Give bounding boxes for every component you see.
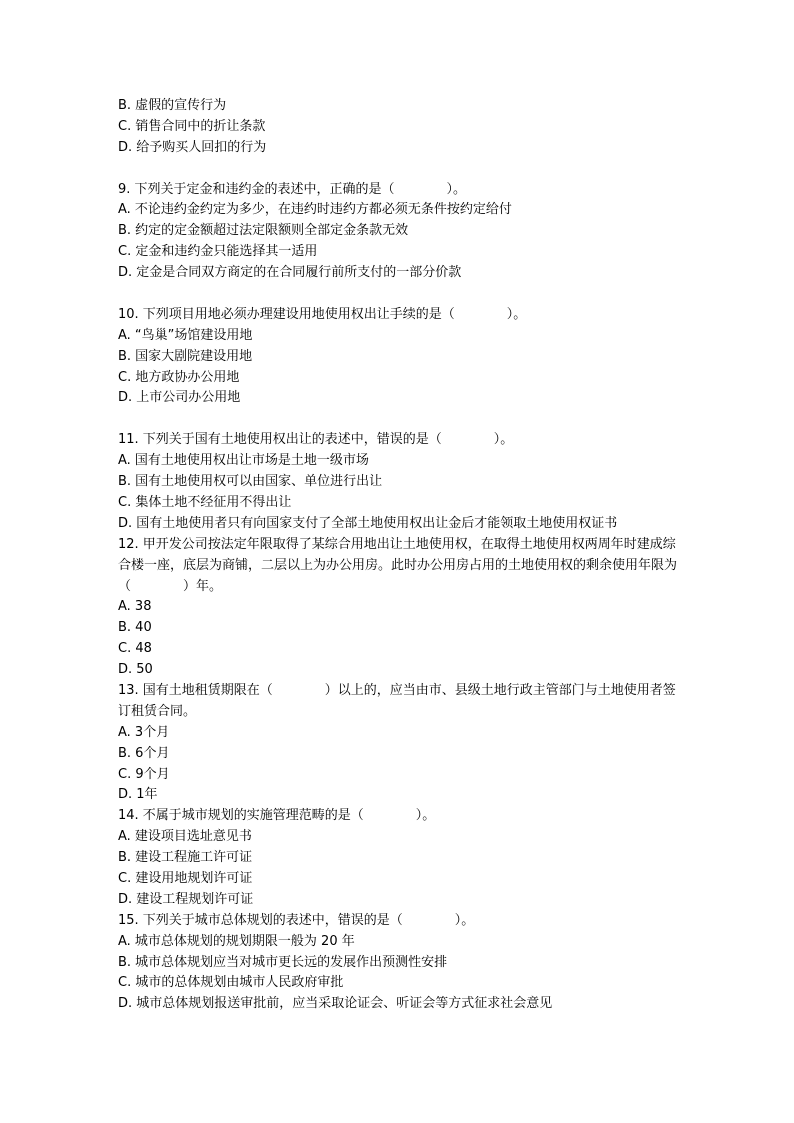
option-c-q15: C. 城市的总体规划由城市人民政府审批 [118,975,344,991]
question-12: 12. 甲开发公司按法定年限取得了某综合用地出让土地使用权，在取得土地使用权两周年时建成综合楼一座，底层为商铺，二层以上为办公用房。此时办公用房占用的土地使用权的剩余使用年限为（ ）年。 [118,536,678,594]
question-10: 10. 下列项目用地必须办理建设用地使用权出让手续的是（ ）。 [118,306,527,322]
option-c-q14: C. 建设用地规划许可证 [118,871,253,887]
option-b-q11: B. 国有土地使用权可以由国家、单位进行出让 [118,474,383,490]
option-c-q10: C. 地方政协办公用地 [118,369,240,385]
question-13: 13. 国有土地租赁期限在（ ）以上的，应当由市、县级土地行政主管部门与土地使用者签订租赁合同。 [118,682,676,719]
option-c-q9: C. 定金和违约金只能选择其一适用 [118,244,318,260]
document-page [118,96,678,1015]
option-c-q8: C. 销售合同中的折让条款 [118,118,266,134]
question-14: 14. 不属于城市规划的实施管理范畴的是（ ）。 [118,808,436,824]
option-a-q15: A. 城市总体规划的规划期限一般为 20 年 [118,933,355,949]
spacer [118,159,678,180]
option-c-q13: C. 9个月 [118,766,170,782]
option-a-q11: A. 国有土地使用权出让市场是土地一级市场 [118,453,369,469]
option-d-q11: D. 国有土地使用者只有向国家支付了全部土地使用权出让金后才能领取土地使用权证书 [118,515,618,531]
option-d-q8: D. 给予购买人回扣的行为 [118,139,267,155]
question-11: 11. 下列关于国有土地使用权出让的表述中，错误的是（ ）。 [118,432,514,448]
spacer [118,409,678,430]
option-d-q13: D. 1年 [118,787,158,803]
option-a-q10: A. “鸟巢”场馆建设用地 [118,327,253,343]
option-a-q12: A. 38 [118,599,152,615]
option-c-q12: C. 48 [118,641,152,657]
question-9: 9. 下列关于定金和违约金的表述中，正确的是（ ）。 [118,181,467,197]
option-d-q14: D. 建设工程规划许可证 [118,891,254,907]
spacer [118,284,678,305]
option-d-q10: D. 上市公司办公用地 [118,390,241,406]
option-b-q8: B. 虚假的宣传行为 [118,98,227,113]
option-b-q15: B. 城市总体规划应当对城市更长远的发展作出预测性安排 [118,954,448,970]
option-b-q12: B. 40 [118,620,152,636]
question-15: 15. 下列关于城市总体规划的表述中，错误的是（ ）。 [118,912,475,928]
option-b-q14: B. 建设工程施工许可证 [118,850,253,866]
option-a-q9: A. 不论违约金约定为多少，在违约时违约方都必须无条件按约定给付 [118,202,512,218]
option-b-q9: B. 约定的定金额超过法定限额则全部定金条款无效 [118,223,409,239]
option-a-q14: A. 建设项目选址意见书 [118,829,252,845]
option-b-q10: B. 国家大剧院建设用地 [118,348,253,364]
option-d-q15: D. 城市总体规划报送审批前，应当采取论证会、听证会等方式征求社会意见 [118,996,553,1012]
option-d-q12: D. 50 [118,662,153,678]
option-d-q9: D. 定金是合同双方商定的在合同履行前所支付的一部分价款 [118,265,462,281]
option-c-q11: C. 集体土地不经征用不得出让 [118,494,292,510]
option-b-q13: B. 6个月 [118,745,170,761]
option-a-q13: A. 3个月 [118,724,170,740]
